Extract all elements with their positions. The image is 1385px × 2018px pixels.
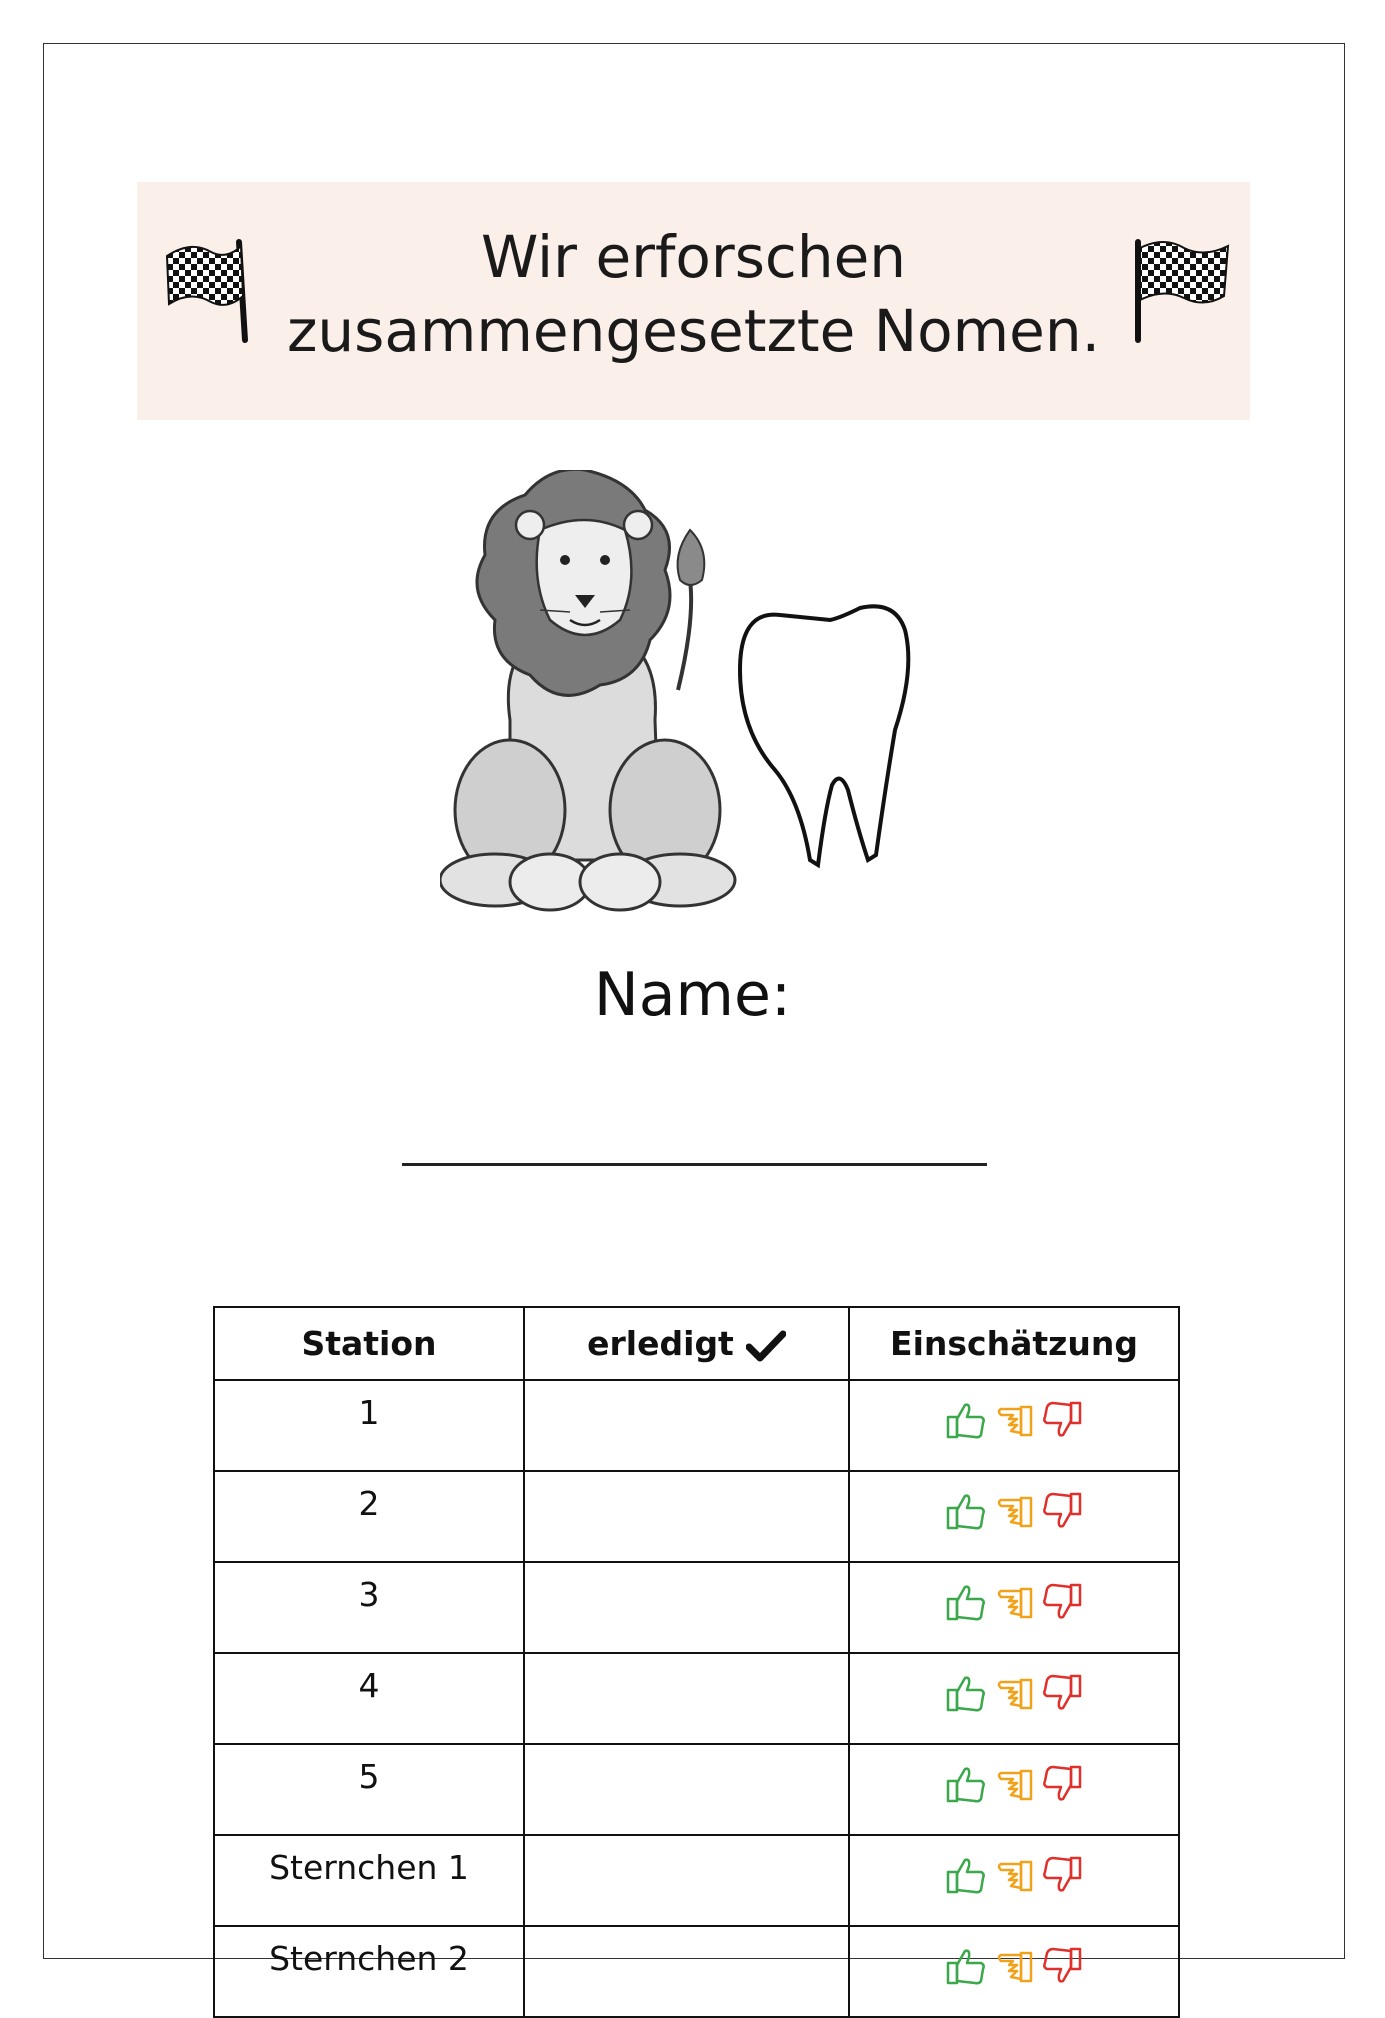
rating-cell: [849, 1562, 1179, 1653]
station-cell: Sternchen 2: [214, 1926, 524, 2017]
thumbs-down-icon[interactable]: [1041, 1399, 1083, 1441]
thumbs-up-icon[interactable]: [945, 1672, 987, 1714]
station-cell: 2: [214, 1471, 524, 1562]
thumbs-sideways-icon[interactable]: [993, 1672, 1035, 1714]
thumbs-up-icon[interactable]: [945, 1581, 987, 1623]
thumbs-down-icon[interactable]: [1041, 1763, 1083, 1805]
table-row: [214, 1653, 1179, 1744]
rating-icons: [945, 1399, 1083, 1441]
title-banner: [137, 182, 1250, 420]
done-cell[interactable]: [524, 1380, 849, 1471]
done-cell[interactable]: [524, 1926, 849, 2017]
rating-icons: [945, 1763, 1083, 1805]
table-row: [214, 1744, 1179, 1835]
rating-cell: [849, 1471, 1179, 1562]
station-cell: 5: [214, 1744, 524, 1835]
header-rating: Einschätzung: [849, 1307, 1179, 1380]
thumbs-sideways-icon[interactable]: [993, 1854, 1035, 1896]
rating-cell: [849, 1653, 1179, 1744]
lion-illustration: [440, 470, 735, 910]
thumbs-up-icon[interactable]: [945, 1399, 987, 1441]
checkered-flag-icon: [1124, 234, 1234, 344]
done-cell[interactable]: [524, 1744, 849, 1835]
station-table: [213, 1306, 1180, 2018]
thumbs-up-icon[interactable]: [945, 1854, 987, 1896]
thumbs-sideways-icon[interactable]: [993, 1581, 1035, 1623]
table-row: [214, 1471, 1179, 1562]
checkmark-icon: [746, 1330, 786, 1362]
thumbs-up-icon[interactable]: [945, 1945, 987, 1987]
thumbs-down-icon[interactable]: [1041, 1945, 1083, 1987]
thumbs-up-icon[interactable]: [945, 1763, 987, 1805]
thumbs-sideways-icon[interactable]: [993, 1399, 1035, 1441]
table-header-row: [214, 1307, 1179, 1380]
table-row: [214, 1926, 1179, 2017]
page-title: [137, 220, 1250, 368]
thumbs-down-icon[interactable]: [1041, 1581, 1083, 1623]
thumbs-up-icon[interactable]: [945, 1490, 987, 1532]
rating-cell: [849, 1744, 1179, 1835]
station-cell: 1: [214, 1380, 524, 1471]
rating-cell: [849, 1380, 1179, 1471]
rating-icons: [945, 1854, 1083, 1896]
done-cell[interactable]: [524, 1562, 849, 1653]
thumbs-down-icon[interactable]: [1041, 1490, 1083, 1532]
done-cell[interactable]: [524, 1835, 849, 1926]
thumbs-down-icon[interactable]: [1041, 1672, 1083, 1714]
header-done-label: erledigt: [587, 1324, 734, 1363]
name-write-line[interactable]: [402, 1163, 987, 1166]
lion-and-tooth-illustration: [440, 470, 970, 920]
thumbs-sideways-icon[interactable]: [993, 1763, 1035, 1805]
station-cell: 4: [214, 1653, 524, 1744]
thumbs-sideways-icon[interactable]: [993, 1945, 1035, 1987]
name-label: Name:: [593, 960, 792, 1030]
rating-icons: [945, 1672, 1083, 1714]
table-row: [214, 1380, 1179, 1471]
table-row: [214, 1835, 1179, 1926]
rating-icons: [945, 1945, 1083, 1987]
tooth-illustration: [740, 606, 908, 865]
table-row: [214, 1562, 1179, 1653]
header-done: [524, 1307, 849, 1380]
thumbs-down-icon[interactable]: [1041, 1854, 1083, 1896]
station-cell: Sternchen 1: [214, 1835, 524, 1926]
done-cell[interactable]: [524, 1471, 849, 1562]
thumbs-sideways-icon[interactable]: [993, 1490, 1035, 1532]
station-cell: 3: [214, 1562, 524, 1653]
done-cell[interactable]: [524, 1653, 849, 1744]
rating-cell: [849, 1926, 1179, 2017]
rating-icons: [945, 1490, 1083, 1532]
title-line-1: Wir erforschen: [480, 223, 907, 291]
title-line-2: zusammengesetzte Nomen.: [286, 297, 1101, 365]
header-station: Station: [214, 1307, 524, 1380]
rating-icons: [945, 1581, 1083, 1623]
rating-cell: [849, 1835, 1179, 1926]
